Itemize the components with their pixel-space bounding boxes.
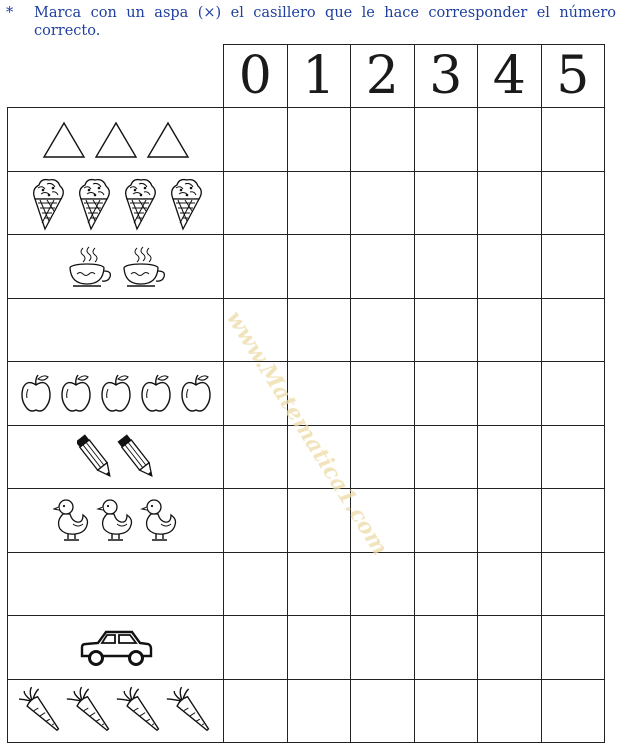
answer-cell-3[interactable]	[414, 552, 478, 615]
carrot-icon	[166, 684, 213, 736]
answer-cell-5[interactable]	[541, 298, 605, 361]
picture-cell	[8, 171, 224, 234]
picture-group	[27, 175, 205, 231]
duckling-icon	[142, 500, 176, 540]
answer-cell-3[interactable]	[414, 298, 478, 361]
answer-cell-5[interactable]	[541, 489, 605, 552]
answer-cell-5[interactable]	[541, 362, 605, 425]
picture-cell	[8, 489, 224, 552]
picture-group	[65, 244, 167, 290]
answer-cell-0[interactable]	[224, 616, 288, 679]
answer-cell-3[interactable]	[414, 679, 478, 742]
apple-icon	[102, 375, 130, 411]
triangle-icon	[148, 123, 188, 157]
picture-group	[78, 626, 154, 668]
picture-group	[53, 497, 179, 543]
picture-cell	[8, 425, 224, 488]
picture-cell	[8, 235, 224, 298]
answer-cell-2[interactable]	[351, 362, 415, 425]
duckling-icon	[98, 500, 132, 540]
pencil-icon	[77, 434, 115, 479]
item-row	[8, 552, 605, 615]
header-blank-cell	[8, 45, 224, 108]
ice-cream-icon	[125, 180, 155, 229]
answer-cell-3[interactable]	[414, 108, 478, 171]
picture-cell	[8, 616, 224, 679]
answer-cell-1[interactable]	[287, 235, 351, 298]
answer-cell-3[interactable]	[414, 616, 478, 679]
answer-cell-5[interactable]	[541, 679, 605, 742]
instruction-text: Marca con un aspa (×) el casillero que le hace corresponder el número correcto.	[34, 5, 616, 39]
number-header-4: 4	[478, 45, 542, 108]
teacup-icon	[124, 247, 164, 286]
item-row	[8, 679, 605, 742]
answer-cell-1[interactable]	[287, 362, 351, 425]
answer-cell-5[interactable]	[541, 552, 605, 615]
instruction	[6, 4, 616, 40]
answer-cell-2[interactable]	[351, 489, 415, 552]
item-row	[8, 108, 605, 171]
answer-cell-0[interactable]	[224, 552, 288, 615]
ice-cream-icon	[79, 180, 109, 229]
answer-cell-0[interactable]	[224, 679, 288, 742]
answer-cell-2[interactable]	[351, 425, 415, 488]
number-header-0: 0	[224, 45, 288, 108]
answer-cell-5[interactable]	[541, 171, 605, 234]
answer-cell-3[interactable]	[414, 171, 478, 234]
picture-cell	[8, 679, 224, 742]
answer-cell-2[interactable]	[351, 616, 415, 679]
answer-cell-0[interactable]	[224, 489, 288, 552]
answer-cell-4[interactable]	[478, 362, 542, 425]
answer-cell-3[interactable]	[414, 489, 478, 552]
answer-cell-4[interactable]	[478, 552, 542, 615]
answer-cell-2[interactable]	[351, 679, 415, 742]
triangle-icon	[44, 123, 84, 157]
car-icon	[82, 632, 151, 665]
answer-cell-4[interactable]	[478, 108, 542, 171]
watermark: www.Matematica1.com	[220, 306, 394, 560]
answer-cell-2[interactable]	[351, 171, 415, 234]
answer-cell-3[interactable]	[414, 235, 478, 298]
answer-cell-1[interactable]	[287, 552, 351, 615]
answer-cell-0[interactable]	[224, 235, 288, 298]
answer-cell-1[interactable]	[287, 679, 351, 742]
instruction-bullet: *	[6, 5, 14, 21]
answer-cell-1[interactable]	[287, 425, 351, 488]
picture-group	[41, 120, 191, 160]
answer-cell-4[interactable]	[478, 298, 542, 361]
picture-group	[19, 684, 213, 738]
apple-icon	[142, 375, 170, 411]
answer-cell-3[interactable]	[414, 362, 478, 425]
answer-cell-0[interactable]	[224, 362, 288, 425]
answer-cell-0[interactable]	[224, 298, 288, 361]
picture-cell	[8, 552, 224, 615]
apple-icon	[62, 375, 90, 411]
item-row	[8, 235, 605, 298]
picture-cell	[8, 298, 224, 361]
carrot-icon	[19, 684, 67, 736]
item-row	[8, 616, 605, 679]
answer-cell-1[interactable]	[287, 298, 351, 361]
answer-cell-5[interactable]	[541, 108, 605, 171]
duckling-icon	[54, 500, 88, 540]
answer-cell-4[interactable]	[478, 425, 542, 488]
item-row	[8, 362, 605, 425]
item-row	[8, 298, 605, 361]
apple-icon	[182, 375, 210, 411]
carrot-icon	[66, 684, 117, 736]
answer-cell-1[interactable]	[287, 616, 351, 679]
picture-cell	[8, 362, 224, 425]
header-row	[8, 45, 605, 108]
answer-cell-4[interactable]	[478, 171, 542, 234]
picture-group	[19, 371, 213, 415]
answer-cell-1[interactable]	[287, 171, 351, 234]
picture-group	[77, 431, 155, 483]
teacup-icon	[70, 247, 110, 286]
answer-cell-2[interactable]	[351, 235, 415, 298]
apple-icon	[22, 375, 50, 411]
answer-cell-4[interactable]	[478, 616, 542, 679]
answer-cell-5[interactable]	[541, 235, 605, 298]
answer-cell-5[interactable]	[541, 425, 605, 488]
answer-cell-3[interactable]	[414, 425, 478, 488]
answer-cell-0[interactable]	[224, 425, 288, 488]
item-row	[8, 489, 605, 552]
number-header-2: 2	[351, 45, 415, 108]
answer-cell-1[interactable]	[287, 489, 351, 552]
answer-cell-2[interactable]	[351, 298, 415, 361]
answer-cell-5[interactable]	[541, 616, 605, 679]
item-row	[8, 425, 605, 488]
answer-cell-0[interactable]	[224, 108, 288, 171]
answer-cell-0[interactable]	[224, 171, 288, 234]
number-header-5: 5	[541, 45, 605, 108]
answer-cell-4[interactable]	[478, 235, 542, 298]
answer-cell-2[interactable]	[351, 108, 415, 171]
ice-cream-icon	[171, 180, 201, 229]
item-row	[8, 171, 605, 234]
number-header-1: 1	[287, 45, 351, 108]
picture-cell	[8, 108, 224, 171]
pencil-icon	[117, 434, 155, 479]
carrot-icon	[116, 684, 167, 736]
triangle-icon	[96, 123, 136, 157]
answer-cell-4[interactable]	[478, 679, 542, 742]
ice-cream-icon	[33, 180, 63, 229]
counting-worksheet-table	[7, 44, 605, 743]
number-header-3: 3	[414, 45, 478, 108]
answer-cell-4[interactable]	[478, 489, 542, 552]
answer-cell-1[interactable]	[287, 108, 351, 171]
answer-cell-2[interactable]	[351, 552, 415, 615]
